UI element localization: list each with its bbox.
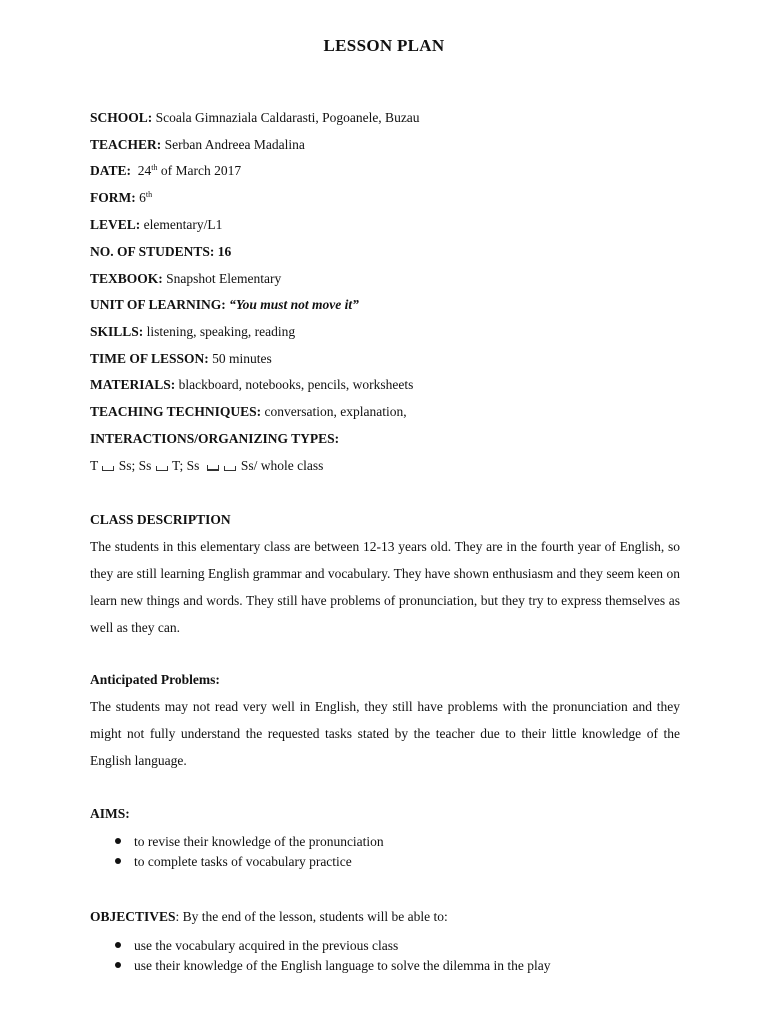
date-day: 24 [137, 163, 152, 178]
field-materials [90, 377, 413, 393]
objectives-heading: OBJECTIVES [90, 909, 176, 924]
form-label: FORM: [90, 190, 136, 205]
field-teacher [90, 137, 305, 153]
field-date [90, 163, 241, 179]
materials-label: MATERIALS: [90, 377, 176, 392]
two-way-arrow-icon [102, 466, 114, 471]
two-way-arrow-icon [156, 466, 168, 471]
field-interactions [90, 431, 339, 447]
date-suffix: th [151, 163, 158, 172]
interaction-ss: Ss; Ss [118, 458, 152, 473]
date-rest: of March 2017 [157, 163, 242, 178]
time-value: 50 minutes [212, 351, 272, 366]
form-value [139, 190, 152, 205]
anticipated-problems-heading: Anticipated Problems: [90, 672, 220, 687]
teacher-value: Serban Andreea Madalina [164, 137, 305, 152]
aims-heading: AIMS: [90, 806, 130, 821]
textbook-label: TEXBOOK: [90, 271, 163, 286]
field-textbook [90, 271, 281, 287]
bullet-icon [115, 942, 121, 948]
students-label: NO. OF STUDENTS: [90, 244, 215, 259]
list-item [90, 852, 384, 872]
date-value [134, 163, 241, 178]
objective-text: use the vocabulary acquired in the previous class [134, 938, 399, 953]
field-techniques [90, 404, 407, 420]
list-item [90, 936, 551, 956]
list-item [90, 956, 551, 976]
teacher-label: TEACHER: [90, 137, 162, 152]
list-item [90, 832, 384, 852]
aim-text: to revise their knowledge of the pronunciation [134, 834, 384, 849]
unit-label: UNIT OF LEARNING: [90, 297, 226, 312]
unit-value: “You must not move it” [229, 297, 359, 312]
textbook-value: Snapshot Elementary [166, 271, 282, 286]
techniques-label: TEACHING TECHNIQUES: [90, 404, 262, 419]
techniques-value: conversation, explanation, [264, 404, 407, 419]
field-skills [90, 324, 295, 340]
skills-label: SKILLS: [90, 324, 144, 339]
interaction-types-line [90, 458, 323, 474]
field-time [90, 351, 272, 367]
class-description-heading: CLASS DESCRIPTION [90, 512, 231, 527]
interaction-t: T [90, 458, 99, 473]
anticipated-problems-text: The students may not read very well in English, they still have problems with the pronunciation and they might not fully understand the requested tasks stated by the teacher due to their little knowledge of the English language. [90, 699, 680, 768]
interaction-ss-t: T; Ss [171, 458, 200, 473]
level-label: LEVEL: [90, 217, 141, 232]
time-label: TIME OF LESSON: [90, 351, 209, 366]
form-number: 6 [139, 190, 146, 205]
two-way-arrow-icon [224, 466, 236, 471]
school-value: Scoala Gimnaziala Caldarasti, Pogoanele, Buzau [155, 110, 420, 125]
date-label: DATE: [90, 163, 132, 178]
class-description-text: The students in this elementary class are between 12-13 years old. They are in the fourth year of English, so they are still learning English grammar and vocabulary. They have shown enthusiasm and they seem keen on learn new things and words. They still have problems of pronunciation, but they try to express themselves as well as they can. [90, 539, 680, 635]
aim-text: to complete tasks of vocabulary practice [134, 854, 352, 869]
two-way-arrow-icon [207, 465, 219, 471]
students-value: 16 [217, 244, 232, 259]
interaction-whole-class: Ss/ whole class [240, 458, 324, 473]
field-students [90, 244, 231, 260]
field-school [90, 110, 420, 126]
materials-value: blackboard, notebooks, pencils, worksheets [178, 377, 414, 392]
bullet-icon [115, 858, 121, 864]
school-label: SCHOOL: [90, 110, 153, 125]
field-form [90, 190, 152, 206]
skills-value: listening, speaking, reading [146, 324, 296, 339]
objectives-intro: : By the end of the lesson, students will be able to: [175, 909, 448, 924]
field-level [90, 217, 222, 233]
interactions-label: INTERACTIONS/ORGANIZING TYPES: [90, 431, 340, 446]
page-title: LESSON PLAN [323, 36, 445, 55]
objective-text: use their knowledge of the English language to solve the dilemma in the play [134, 958, 551, 973]
objectives-line [90, 909, 448, 925]
objectives-list [90, 936, 551, 976]
bullet-icon [115, 962, 121, 968]
bullet-icon [115, 838, 121, 844]
level-value: elementary/L1 [143, 217, 223, 232]
field-unit [90, 297, 359, 313]
form-suffix: th [145, 190, 153, 199]
aims-list [90, 832, 384, 872]
